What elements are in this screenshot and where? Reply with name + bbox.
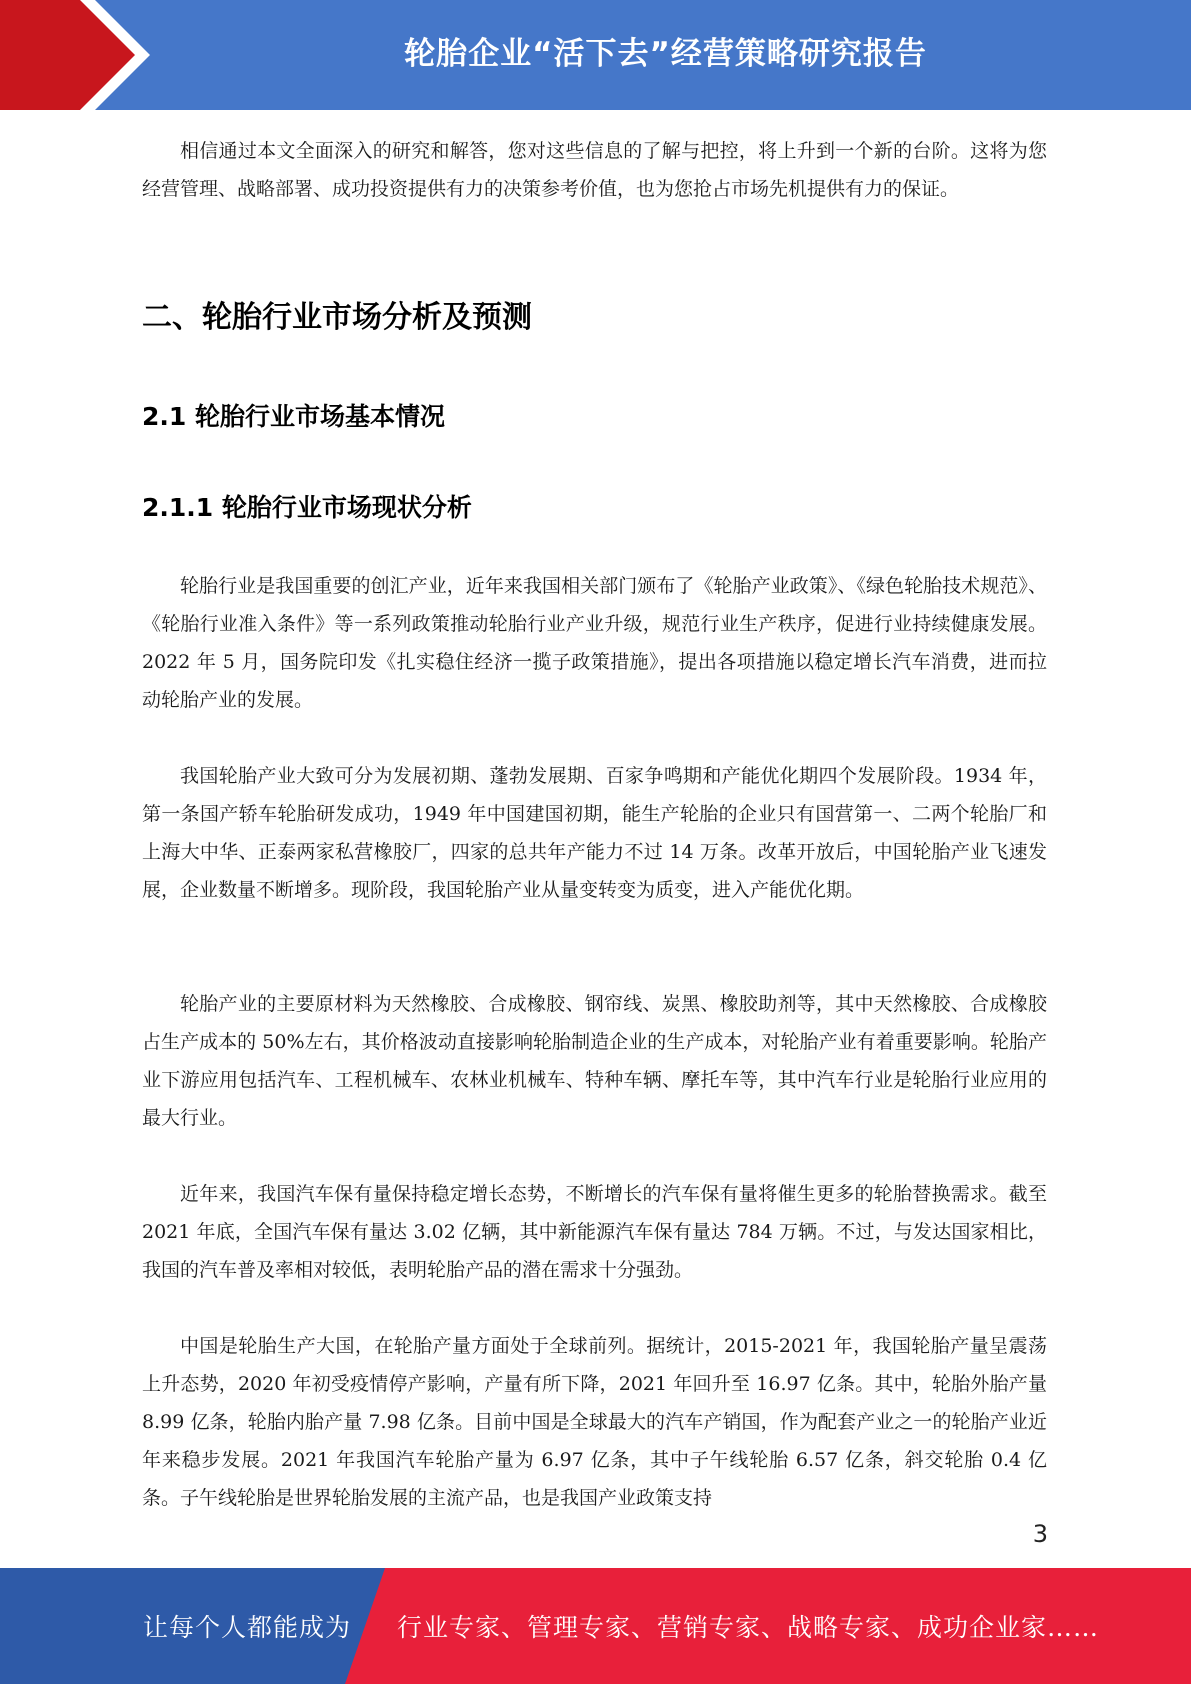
footer-slogan-left: 让每个人都能成为 xyxy=(143,1613,352,1642)
body-paragraph-block-4 xyxy=(142,1175,1047,1289)
page-header xyxy=(0,0,1191,110)
subsection-heading: 2.1 轮胎行业市场基本情况 xyxy=(142,402,445,431)
intro-paragraph: 相信通过本文全面深入的研究和解答，您对这些信息的了解与把控，将上升到一个新的台阶。这将为您经营管理、战略部署、成功投资提供有力的决策参考价值，也为您抢占市场先机提供有力的保证。 xyxy=(142,140,1047,200)
body-paragraph: 中国是轮胎生产大国，在轮胎产量方面处于全球前列。据统计，2015-2021 年，我国轮胎产量呈震荡上升态势，2020 年初受疫情停产影响，产量有所下降，2021 年回升至 16.97 亿条。其中，轮胎外胎产量 8.99 亿条，轮胎内胎产量 7.98 亿条。目前中国是全球最大的汽车产销国，作为配套产业之一的轮胎产业近年来稳步发展。2021 年我国汽车轮胎产量为 6.97 亿条，其中子午线轮胎 6.57 亿条，斜交轮胎 0.4 亿条。子午线轮胎是世界轮胎发展的主流产品，也是我国产业政策支持 xyxy=(142,1335,1047,1509)
body-paragraph: 轮胎行业是我国重要的创汇产业，近年来我国相关部门颁布了《轮胎产业政策》、《绿色轮胎技术规范》、《轮胎行业准入条件》等一系列政策推动轮胎行业产业升级，规范行业生产秩序，促进行业持续健康发展。2022 年 5 月，国务院印发《扎实稳住经济一揽子政策措施》，提出各项措施以稳定增长汽车消费，进而拉动轮胎产业的发展。 xyxy=(142,575,1047,711)
section-heading: 二、轮胎行业市场分析及预测 xyxy=(142,300,532,335)
page-number: 3 xyxy=(1032,1520,1048,1548)
body-paragraph-block-2 xyxy=(142,757,1047,909)
body-paragraph: 我国轮胎产业大致可分为发展初期、蓬勃发展期、百家争鸣期和产能优化期四个发展阶段。1934 年，第一条国产轿车轮胎研发成功，1949 年中国建国初期，能生产轮胎的企业只有国营第一、二两个轮胎厂和上海大中华、正泰两家私营橡胶厂，四家的总共年产能力不过 14 万条。改革开放后，中国轮胎产业飞速发展，企业数量不断增多。现阶段，我国轮胎产业从量变转变为质变，进入产能优化期。 xyxy=(142,765,1047,901)
footer-slogan-right: 行业专家、管理专家、营销专家、战略专家、成功企业家…… xyxy=(397,1613,1100,1642)
body-paragraph: 轮胎产业的主要原材料为天然橡胶、合成橡胶、钢帘线、炭黑、橡胶助剂等，其中天然橡胶、合成橡胶占生产成本的 50%左右，其价格波动直接影响轮胎制造企业的生产成本，对轮胎产业有着重要影响。轮胎产业下游应用包括汽车、工程机械车、农林业机械车、特种车辆、摩托车等，其中汽车行业是轮胎行业应用的最大行业。 xyxy=(142,993,1047,1129)
body-paragraph-block-5 xyxy=(142,1327,1047,1517)
intro-paragraph-block xyxy=(142,132,1047,208)
body-paragraph-block-3 xyxy=(142,985,1047,1137)
subsubsection-heading: 2.1.1 轮胎行业市场现状分析 xyxy=(142,493,472,522)
body-paragraph: 近年来，我国汽车保有量保持稳定增长态势，不断增长的汽车保有量将催生更多的轮胎替换需求。截至 2021 年底，全国汽车保有量达 3.02 亿辆，其中新能源汽车保有量达 784 万辆。不过，与发达国家相比，我国的汽车普及率相对较低，表明轮胎产品的潜在需求十分强劲。 xyxy=(142,1183,1047,1281)
header-chevron-icon xyxy=(0,0,150,110)
body-paragraph-block-1 xyxy=(142,567,1047,719)
page-footer xyxy=(0,1568,1191,1684)
report-title: 轮胎企业“活下去”经营策略研究报告 xyxy=(404,35,927,72)
